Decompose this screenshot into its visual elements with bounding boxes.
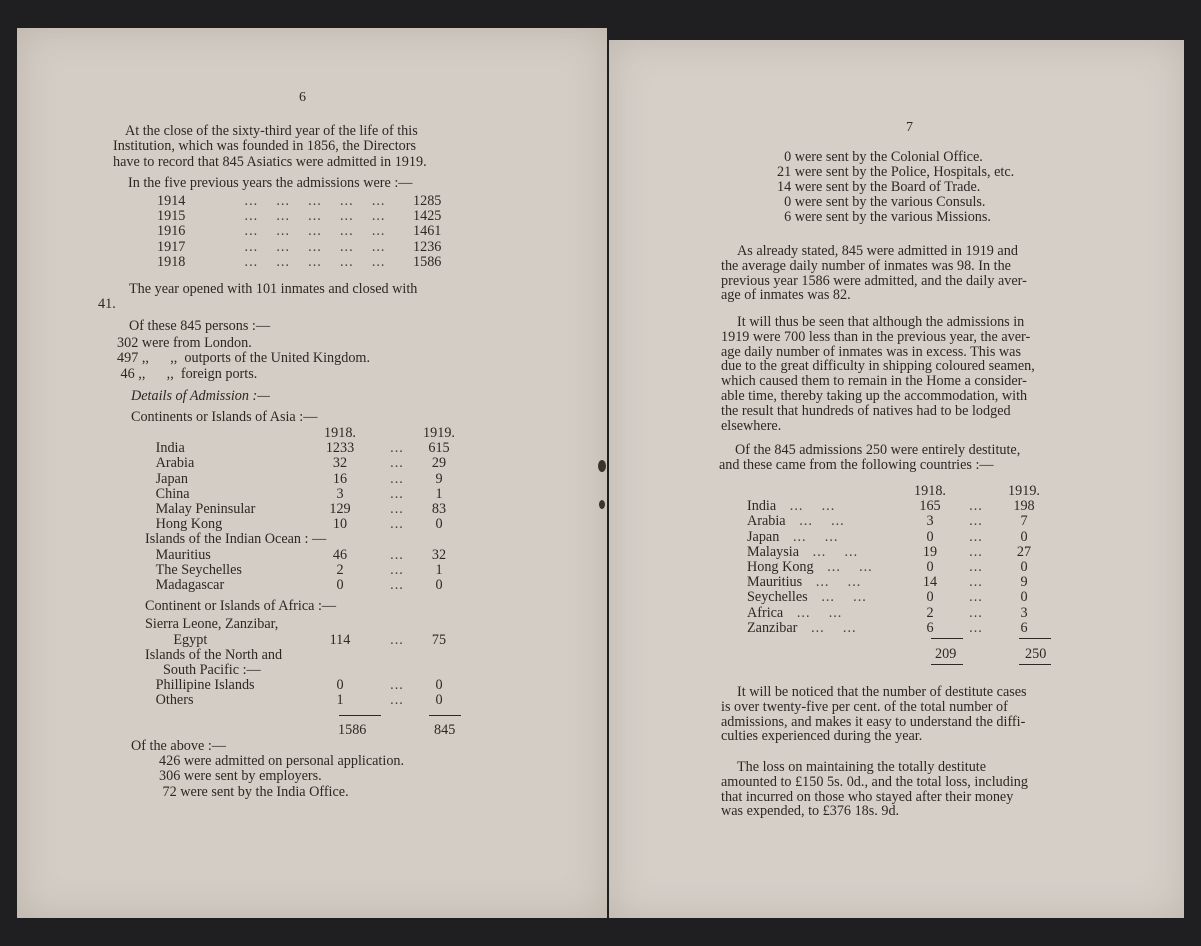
country-name: Malay Peninsular [145,501,256,518]
value-1919: 0 [1020,559,1028,576]
sent-by-list [777,150,1014,225]
paragraph-line: that incurred on those who stayed after their money [721,788,1014,805]
of-above-row: 306 were sent by employers. [159,768,322,785]
pacific-row [145,693,459,708]
table-heading-row [145,617,459,632]
value-1919: 9 [435,470,443,487]
destitute-row [747,499,1049,514]
value-1919: 7 [1020,513,1028,530]
leader-dots: ... [390,470,404,487]
page-number-right: 7 [906,120,913,135]
value-1919: 27 [1016,543,1032,560]
binding-hole [598,460,606,472]
asia-row [145,456,459,471]
country-name: Arabia ... ... [747,513,845,530]
paragraph-excess [721,315,1093,433]
of-above-heading: Of the above :— [131,738,226,754]
value-1918: 6 [926,619,934,636]
total-1918: 1586 [338,722,367,738]
intro-line: At the close of the sixty-third year of the life of this [125,123,418,139]
table-heading-row [145,663,459,678]
origin-list [117,336,370,382]
sent-by-row: 0 were sent by the Colonial Office. [777,149,983,165]
value-1919: 83 [431,501,447,518]
country-name: China [145,485,190,502]
value-1918: 114 [329,631,351,648]
paragraph-destitute [719,443,1093,473]
value-1919: 0 [435,577,443,594]
leader-dots: ... [390,631,404,648]
leader-dots: ... ... [807,589,867,606]
paragraph-line: culties experienced during the year. [721,728,923,745]
value-1919: 29 [431,455,447,472]
value-1919: 6 [1020,619,1028,636]
intro-line: Institution, which was founded in 1856, the Directors [113,138,417,155]
paragraph-line: able time, thereby taking up the accommodation, with [721,387,1028,404]
country-name: Japan ... ... [747,528,839,545]
year-row [157,255,441,270]
sent-by-row: 21 were sent by the Police, Hospitals, etc. [777,164,1015,180]
value-1919: 0 [435,516,443,533]
paragraph-line: which caused them to remain in the Home a consider- [721,373,1027,390]
year-row [157,240,441,255]
country-name: Others [145,692,194,709]
leader-dots: ... [390,577,404,594]
dest-rule-1919-top [1019,638,1051,639]
country-name: The Seychelles [145,561,242,578]
leader-dots: ... [969,589,983,606]
value-1919: 9 [1020,574,1028,591]
africa-row [145,633,459,648]
country-name: Arabia [145,455,195,472]
paragraph-percent [721,685,1081,744]
value-1918: 46 [332,546,348,563]
leader-dots: ... ... [802,574,862,591]
paragraph-line: It will be noticed that the number of destitute cases [737,684,1027,700]
leader-dots: ... [390,561,404,578]
leader-dots: ... [390,501,404,518]
paragraph-line: previous year 1586 were admitted, and the daily aver- [721,272,1027,289]
page-number-left: 6 [299,90,306,105]
leader-dots: ... ... [785,513,845,530]
paragraph-line: age of inmates was 82. [721,287,851,304]
paragraph-line: As already stated, 845 were admitted in 1919 and [737,243,1018,259]
paragraph-line: age daily number of inmates was in excess. This was [721,343,1021,360]
column-header-row [145,426,459,441]
value-1919: 0 [1020,528,1028,545]
dest-rule-1918-top [931,638,963,639]
value-1918: 0 [926,589,934,606]
year-label: 1915 [157,208,186,225]
year-count: 1285 [413,193,442,209]
table-heading-row [145,648,459,663]
leader-dots: ... ... [813,559,873,576]
value-1918: 0 [336,677,344,694]
value-1918: 0 [926,528,934,545]
asia-row [145,441,459,456]
right-page [609,40,1184,918]
leader-dots: ... ... [799,543,859,560]
year-count: 1586 [413,253,442,270]
asia-row [145,487,459,502]
paragraph-admitted [721,244,1093,303]
country-name: Malaysia ... ... [747,543,859,560]
leader-dots: ... [390,692,404,709]
binding-hole [599,500,605,509]
sent-by-row: 14 were sent by the Board of Trade. [777,179,981,195]
leader-dots: ... [969,528,983,545]
origin-row: 302 were from London. [117,335,252,351]
value-1918: 2 [336,561,344,578]
left-page [17,28,607,918]
origin-row: 46 ,, ,, foreign ports. [117,365,258,382]
paragraph-loss [721,760,1081,819]
country-name: India [145,440,185,457]
pacific-row [145,678,459,693]
destitute-row [747,560,1049,575]
leader-dots: ... [969,543,983,560]
country-name: Mauritius ... ... [747,574,862,591]
leader-dots: ... ... ... ... ... [244,208,386,225]
value-1919: 75 [431,631,447,648]
paragraph-line: amounted to £150 5s. 0d., and the total loss, including [721,773,1028,790]
intro-paragraph [113,123,427,170]
value-1918: 129 [329,501,351,518]
country-name: Japan [145,470,188,487]
leader-dots: ... ... [783,604,843,621]
details-heading: Details of Admission :— [131,388,270,404]
value-1919: 615 [428,440,450,457]
leader-dots: ... ... [779,528,839,545]
dest-rule-1919-bottom [1019,664,1051,665]
of-above-row: 426 were admitted on personal application. [159,753,405,769]
leader-dots: ... [390,485,404,502]
year-count: 1461 [413,223,442,240]
value-1918: 2 [926,604,934,621]
destitute-row [747,606,1049,621]
table-subheading: Continent or Islands of Africa :— [145,598,337,615]
paragraph-line: is over twenty-five per cent. of the total number of [721,698,1008,715]
leader-dots: ... ... ... ... ... [244,253,386,270]
destitute-row [747,621,1049,636]
header-blank [953,484,999,499]
paragraph-line: the result that hundreds of natives had to be lodged [721,402,1011,419]
dest-total-1918: 209 [935,646,957,662]
value-1918: 14 [922,574,938,591]
value-1919: 1 [435,561,443,578]
year-label: 1918 [157,253,186,270]
year-count: 1425 [413,208,442,225]
leader-dots: ... [969,619,983,636]
paragraph-line: 1919 were 700 less than in the previous year, the aver- [721,328,1031,345]
value-1918: 3 [926,513,934,530]
value-1919: 32 [431,546,447,563]
country-name: Seychelles ... ... [747,589,867,606]
table-heading-row [145,599,459,614]
column-header-row [747,484,1049,499]
leader-dots: ... [390,440,404,457]
country-name: Mauritius [145,546,211,563]
value-1919: 0 [1020,589,1028,606]
of-above-list [159,754,404,800]
leader-dots: ... [969,604,983,621]
leader-dots: ... [969,574,983,591]
total-rule-1918 [339,715,381,716]
value-1918: 1 [336,692,344,709]
destitute-row [747,575,1049,590]
indian-ocean-row [145,578,459,593]
value-1919: 0 [435,692,443,709]
year-count: 1236 [413,238,442,255]
paragraph-line: and these came from the following countries :— [719,456,994,473]
destitute-table [747,484,1049,636]
paragraph-line: the average daily number of inmates was 98. In the [721,257,1011,274]
value-1918: 0 [926,559,934,576]
leader-dots: ... [390,677,404,694]
country-name: Phillipine Islands [145,677,255,694]
table-subheading: South Pacific :— [163,662,261,679]
value-1918: 32 [332,455,348,472]
sent-by-row: 0 were sent by the various Consuls. [777,194,986,210]
table-heading-row [145,532,459,547]
leader-dots: ... ... [776,498,836,515]
origin-row: 497 ,, ,, outports of the United Kingdom. [117,350,370,367]
destitute-row [747,514,1049,529]
five-years-heading: In the five previous years the admissions were :— [128,175,413,191]
paragraph-line: Of the 845 admissions 250 were entirely destitute, [735,442,1021,458]
column-header-1919: 1919. [423,425,455,441]
column-header-1918: 1918. [324,425,356,441]
of-above-row: 72 were sent by the India Office. [159,783,349,800]
destitute-row [747,530,1049,545]
paragraph-line: was expended, to £376 18s. 9d. [721,803,900,820]
paragraph-line: admissions, and makes it easy to understand the diffi- [721,713,1026,730]
year-label: 1914 [157,193,186,209]
paragraph-line: due to the great difficulty in shipping coloured seamen, [721,358,1035,375]
asia-row [145,472,459,487]
year-row [157,194,441,209]
destitute-row [747,590,1049,605]
value-1918: 165 [919,498,941,515]
value-1919: 3 [1020,604,1028,621]
value-1919: 198 [1013,498,1035,515]
intro-line: have to record that 845 Asiatics were admitted in 1919. [113,153,427,170]
paragraph-line: It will thus be seen that although the admissions in [737,314,1025,330]
value-1918: 3 [336,485,344,502]
country-name: Hong Kong [145,516,223,533]
dest-total-1919: 250 [1025,646,1047,662]
value-1918: 10 [332,516,348,533]
leader-dots: ... [969,559,983,576]
asia-row [145,517,459,532]
leader-dots: ... [969,498,983,515]
table-subheading: Sierra Leone, Zanzibar, [145,616,279,633]
year-label: 1917 [157,238,186,255]
opened-line: The year opened with 101 inmates and closed with [129,281,418,297]
table-subheading: Islands of the Indian Ocean : — [145,531,327,548]
leader-dots: ... [390,516,404,533]
value-1918: 1233 [325,440,355,457]
value-1918: 19 [922,543,938,560]
country-name: Hong Kong ... ... [747,559,873,576]
country-name: Africa ... ... [747,604,843,621]
asia-heading: Continents or Islands of Asia :— [131,409,318,425]
value-1918: 16 [332,470,348,487]
value-1918: 0 [336,577,344,594]
sent-by-row: 6 were sent by the various Missions. [777,209,991,225]
leader-dots: ... [390,546,404,563]
total-1919: 845 [434,722,456,738]
total-rule-1919 [429,715,461,716]
leader-dots: ... ... [797,619,857,636]
leader-dots: ... ... ... ... ... [244,193,386,209]
of-these-heading: Of these 845 persons :— [129,318,271,334]
indian-ocean-row [145,563,459,578]
header-blank [375,426,419,441]
country-name: Egypt [145,631,208,648]
country-name: India ... ... [747,498,836,515]
year-row [157,209,441,224]
value-1919: 0 [435,677,443,694]
destitute-row [747,545,1049,560]
leader-dots: ... ... ... ... ... [244,238,386,255]
paragraph-line: The loss on maintaining the totally destitute [737,759,987,775]
indian-ocean-row [145,548,459,563]
asia-row [145,502,459,517]
column-header-1919: 1919. [1008,483,1040,499]
country-name: Madagascar [145,577,225,594]
admissions-table [145,426,459,709]
header-blank [747,484,907,499]
paragraph-line: elsewhere. [721,417,782,434]
value-1919: 1 [435,485,443,502]
country-name: Zanzibar ... ... [747,619,857,636]
header-blank [145,426,305,441]
previous-years-table [157,194,441,270]
table-subheading: Islands of the North and [145,646,283,663]
opened-line-cont: 41. [98,296,116,312]
leader-dots: ... [390,455,404,472]
year-label: 1916 [157,223,186,240]
leader-dots: ... [969,513,983,530]
year-row [157,224,441,239]
leader-dots: ... ... ... ... ... [244,223,386,240]
dest-rule-1918-bottom [931,664,963,665]
column-header-1918: 1918. [914,483,946,499]
